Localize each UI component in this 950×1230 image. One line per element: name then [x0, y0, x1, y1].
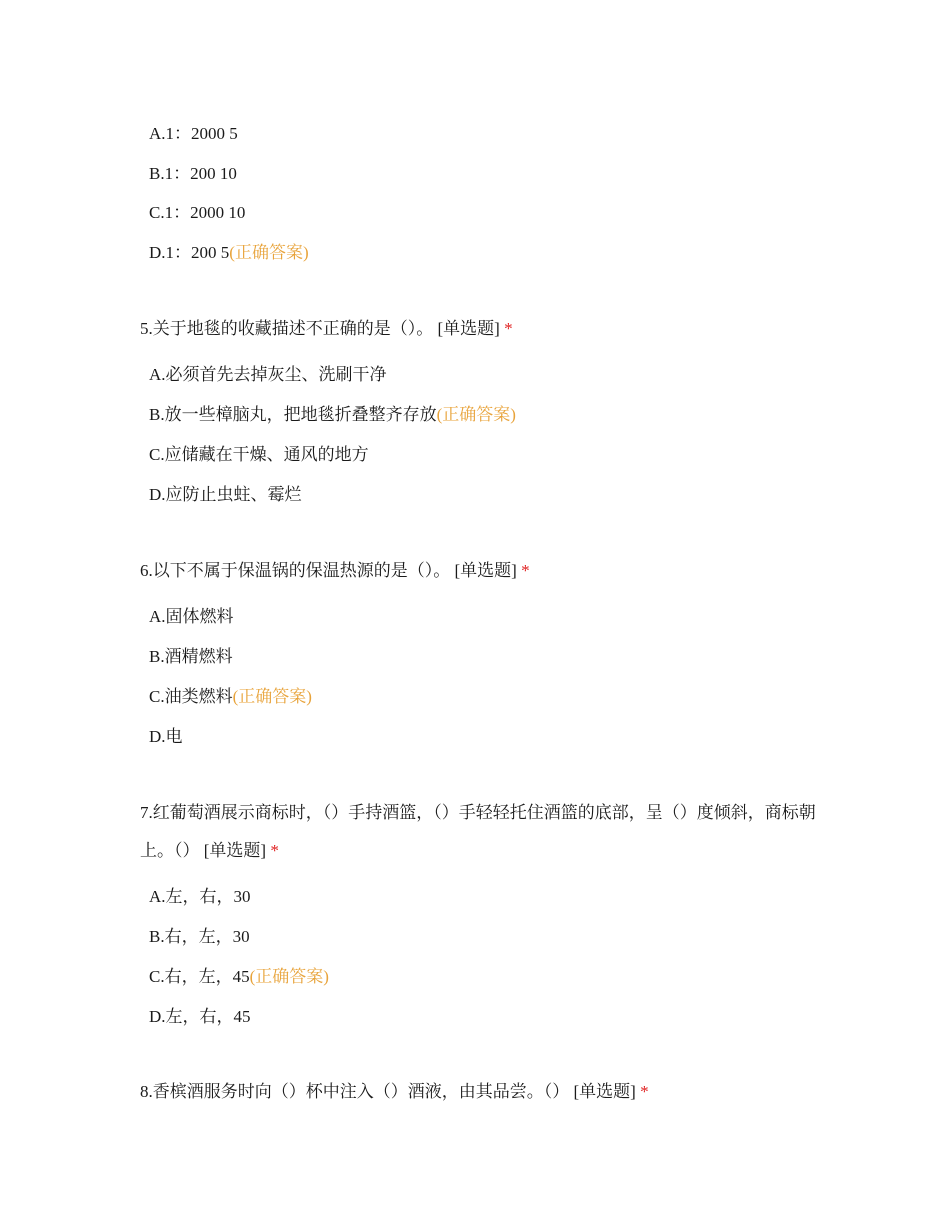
q7-option-b [149, 926, 250, 948]
q8-required-mark: * [640, 1082, 649, 1101]
q7-title [140, 794, 820, 870]
q6-required-mark: * [521, 561, 530, 580]
q4-option-b-text: B.1：200 10 [149, 164, 237, 183]
q7-correct-answer-tag: (正确答案) [249, 967, 329, 986]
q6-option-a-text: A.固体燃料 [149, 607, 234, 626]
q5-option-b-text: B.放一些樟脑丸，把地毯折叠整齐存放 [149, 405, 437, 424]
q5-option-a [149, 364, 387, 386]
q7-option-a [149, 886, 251, 908]
q7-option-d [149, 1006, 251, 1028]
q7-type-tag: [单选题] [203, 841, 267, 860]
q4-option-d-text: D.1：200 5 [149, 243, 230, 262]
q6-option-d-text: D.电 [149, 727, 183, 746]
q5-option-d [149, 484, 302, 506]
q4-option-c [149, 202, 245, 224]
q4-correct-answer-tag: (正确答案) [229, 243, 309, 262]
q5-option-d-text: D.应防止虫蛀、霉烂 [149, 485, 302, 504]
q7-option-b-text: B.右，左，30 [149, 927, 250, 946]
q8-title-text: 8.香槟酒服务时向（）杯中注入（）酒液，由其品尝。（） [140, 1082, 570, 1101]
q7-required-mark: * [270, 841, 279, 860]
q7-title-text: 7.红葡萄酒展示商标时，（）手持酒篮，（）手轻轻托住酒篮的底部，呈（）度倾斜，商标朝上。（） [140, 803, 816, 860]
q5-title [140, 310, 820, 348]
q5-correct-answer-tag: (正确答案) [436, 405, 516, 424]
q5-option-c [149, 444, 369, 466]
q8-type-tag: [单选题] [573, 1082, 636, 1101]
q4-option-a-text: A.1：2000 5 [149, 124, 238, 143]
q4-option-c-text: C.1：2000 10 [149, 203, 246, 222]
q7-option-c [149, 966, 329, 988]
q4-option-b [149, 163, 237, 185]
q6-option-c [149, 686, 312, 708]
q4-option-d [149, 242, 309, 264]
q5-option-a-text: A.必须首先去掉灰尘、洗刷干净 [149, 365, 387, 384]
q5-title-text: 5.关于地毯的收藏描述不正确的是（）。 [140, 319, 434, 338]
q6-option-b [149, 646, 233, 668]
q6-title [140, 552, 820, 590]
q6-option-d [149, 726, 183, 748]
q6-option-a [149, 606, 234, 628]
q7-option-d-text: D.左，右，45 [149, 1007, 251, 1026]
q5-type-tag: [单选题] [437, 319, 500, 338]
q6-option-c-text: C.油类燃料 [149, 687, 233, 706]
q6-correct-answer-tag: (正确答案) [232, 687, 312, 706]
q4-option-a [149, 123, 238, 145]
q6-type-tag: [单选题] [454, 561, 517, 580]
q5-option-b [149, 404, 516, 426]
q7-option-a-text: A.左，右，30 [149, 887, 251, 906]
q7-option-c-text: C.右，左，45 [149, 967, 250, 986]
q5-required-mark: * [504, 319, 513, 338]
q5-option-c-text: C.应储藏在干燥、通风的地方 [149, 445, 369, 464]
q6-option-b-text: B.酒精燃料 [149, 647, 233, 666]
q8-title [140, 1073, 820, 1111]
q6-title-text: 6.以下不属于保温锅的保温热源的是（）。 [140, 561, 451, 580]
